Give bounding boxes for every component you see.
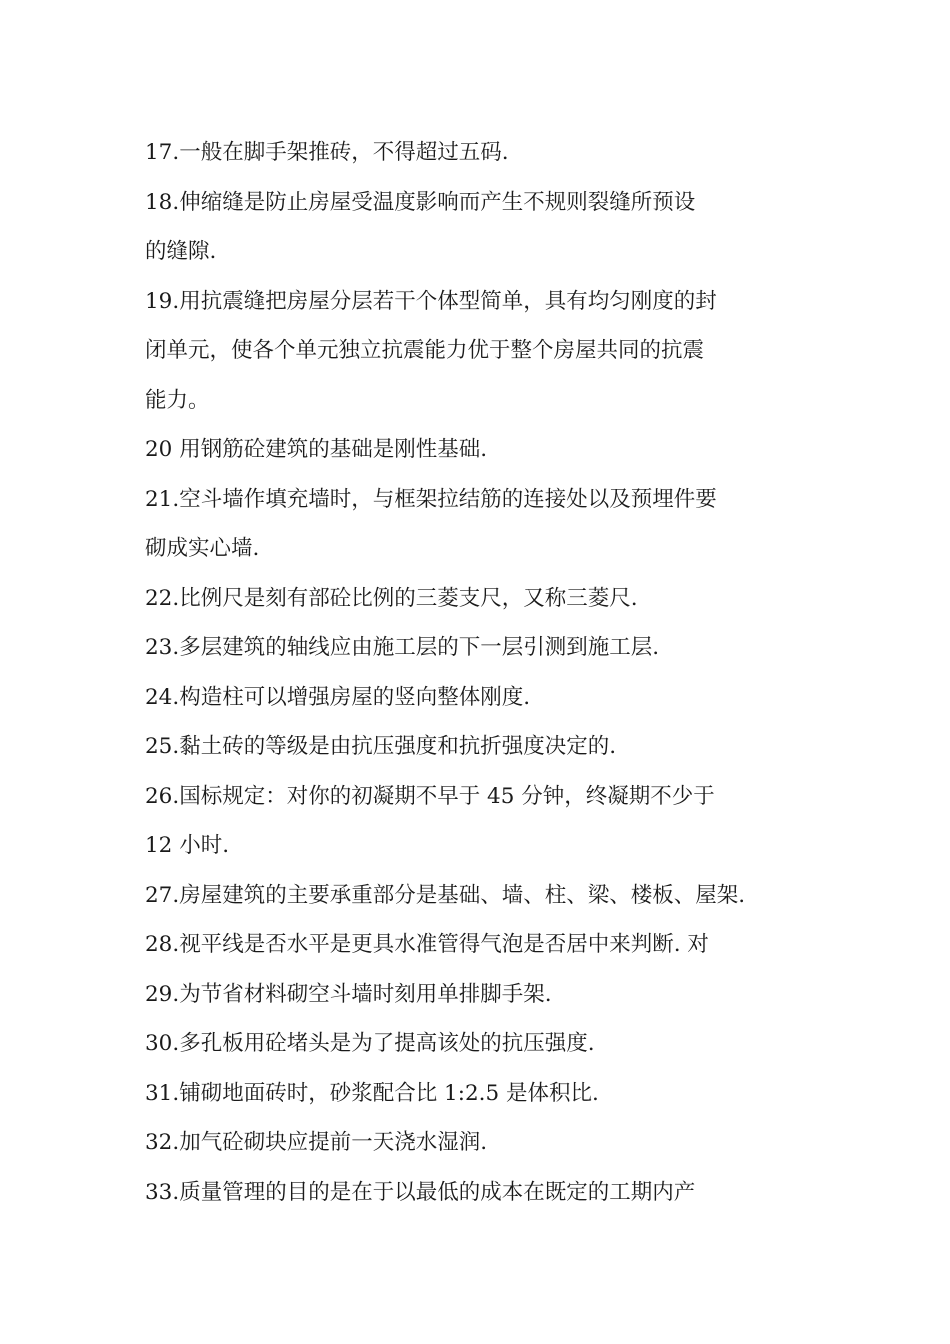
- text-line-32: 32.加气砼砌块应提前一天浇水湿润.: [145, 1130, 488, 1155]
- text-line-26a: 26.国标规定：对你的初凝期不早于 45 分钟，终凝期不少于: [145, 783, 715, 809]
- text-line-17: 17.一般在脚手架推砖，不得超过五码.: [145, 140, 509, 165]
- text-line-23: 23.多层建筑的轴线应由施工层的下一层引测到施工层.: [145, 635, 660, 660]
- text-line-25: 25.黏土砖的等级是由抗压强度和抗折强度决定的.: [145, 734, 617, 759]
- text-line-27: 27.房屋建筑的主要承重部分是基础、墙、柱、梁、楼板、屋架.: [145, 882, 746, 908]
- text-line-26b: 12 小时.: [145, 833, 230, 858]
- text-line-19b: 闭单元，使各个单元独立抗震能力优于整个房屋共同的抗震: [145, 338, 705, 363]
- text-line-31: 31.铺砌地面砖时，砂浆配合比 1:2.5 是体积比.: [145, 1080, 599, 1106]
- text-line-18a: 18.伸缩缝是防止房屋受温度影响而产生不规则裂缝所预设: [145, 189, 696, 215]
- document-body: [145, 128, 810, 1217]
- text-line-21a: 21.空斗墙作填充墙时，与框架拉结筋的连接处以及预埋件要: [145, 486, 717, 512]
- text-line-29: 29.为节省材料砌空斗墙时刻用单排脚手架.: [145, 981, 552, 1007]
- text-line-21b: 砌成实心墙.: [145, 536, 260, 561]
- text-line-30: 30.多孔板用砼堵头是为了提高该处的抗压强度.: [145, 1031, 595, 1056]
- text-line-28: 28.视平线是否水平是更具水准管得气泡是否居中来判断. 对: [145, 932, 709, 957]
- text-line-24: 24.构造柱可以增强房屋的竖向整体刚度.: [145, 684, 531, 710]
- text-line-20: 20 用钢筋砼建筑的基础是刚性基础.: [145, 437, 488, 462]
- text-line-19c: 能力。: [145, 387, 210, 413]
- text-line-19a: 19.用抗震缝把房屋分层若干个体型简单，具有均匀刚度的封: [145, 288, 717, 314]
- text-line-33: 33.质量管理的目的是在于以最低的成本在既定的工期内产: [145, 1179, 696, 1205]
- text-line-22: 22.比例尺是刻有部砼比例的三菱支尺，又称三菱尺.: [145, 585, 638, 611]
- text-line-18b: 的缝隙.: [145, 239, 217, 264]
